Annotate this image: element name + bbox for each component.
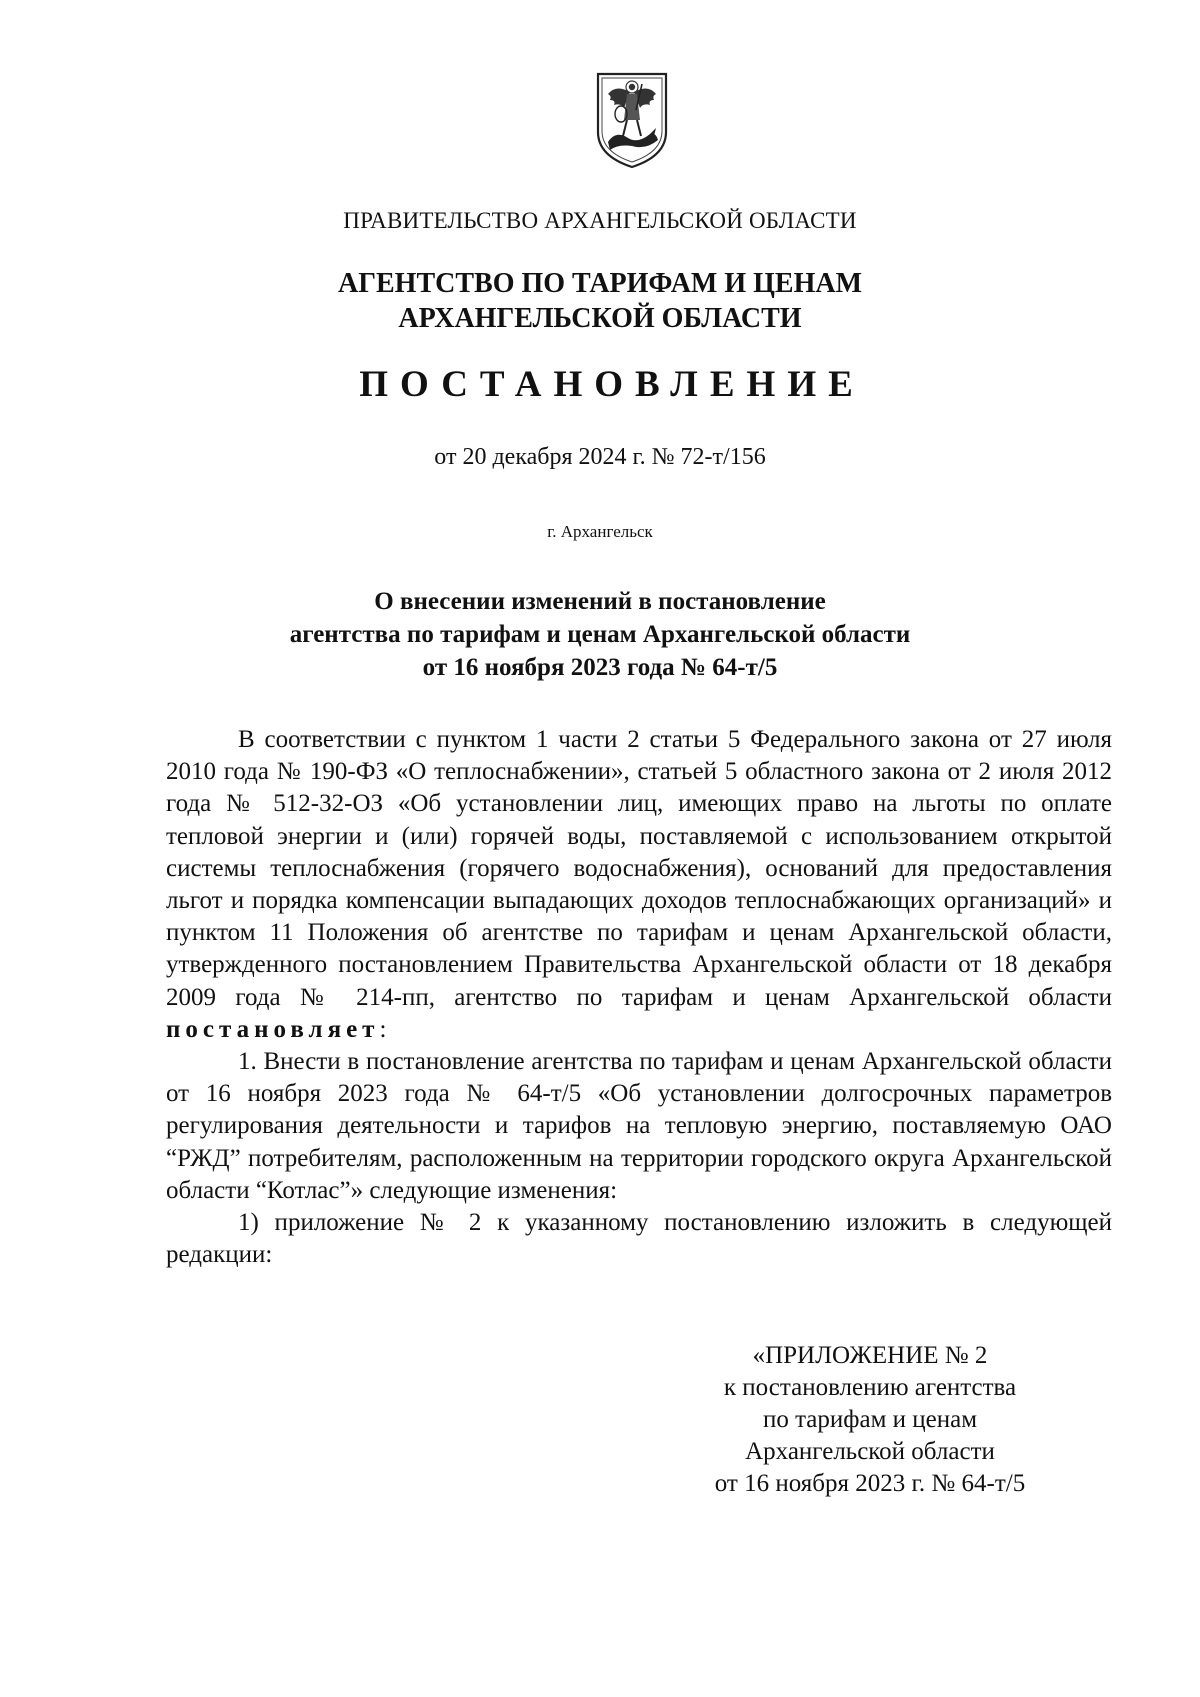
appendix-header	[680, 1340, 1060, 1500]
agency-name-line: АРХАНГЕЛЬСКОЙ ОБЛАСТИ	[398, 303, 802, 334]
appendix-line: по тарифам и ценам	[762, 1406, 978, 1433]
document-date-number: от 20 декабря 2024 г. № 72-т/156	[434, 444, 766, 470]
document-body	[166, 724, 1112, 1271]
appendix-line: «ПРИЛОЖЕНИЕ № 2	[752, 1342, 988, 1369]
resolution-keyword: постановляет	[166, 1015, 380, 1043]
appendix-line: к постановлению агентства	[723, 1374, 1017, 1401]
paragraph-text: В соответствии с пунктом 1 части 2 статьи 5 Федерального закона от 27 июля 2010 года № 190-ФЗ «О теплоснабжении», статьей 5 областного закона от 2 июля 2012 года № 512-32-ОЗ «Об установлении лиц, имеющих право на льготы по оплате тепловой энергии и (или) горячей воды, поставляемой с использованием открытой системы теплоснабжения (горячего водоснабжения), оснований для предоставления льгот и порядка компенсации выпадающих доходов теплоснабжающих организаций» и пунктом 11 Положения об агентстве по тарифам и ценам Архангельской области, утвержденного постановлением Правительства Архангельской области от 18 декабря 2009 года № 214-пп, агентство по тарифам и ценам Архангельской области	[166, 726, 1112, 1011]
body-paragraph	[166, 724, 1112, 1046]
document-city: г. Архангельск	[547, 522, 653, 541]
appendix-line: Архангельской области	[745, 1438, 995, 1465]
agency-name	[0, 266, 1200, 336]
agency-name-line: АГЕНТСТВО ПО ТАРИФАМ И ЦЕНАМ	[337, 268, 863, 299]
document-type: ПОСТАНОВЛЕНИЕ	[359, 364, 865, 405]
paragraph-punctuation: :	[379, 1015, 387, 1043]
body-paragraph: 1) приложение № 2 к указанному постановлению изложить в следующей редакции:	[166, 1209, 1112, 1269]
document-title-line: О внесении изменений в постановление	[374, 588, 826, 615]
government-name: ПРАВИТЕЛЬСТВО АРХАНГЕЛЬСКОЙ ОБЛАСТИ	[343, 208, 857, 233]
appendix-line: от 16 ноября 2023 г. № 64-т/5	[714, 1470, 1026, 1497]
coat-of-arms-icon	[594, 70, 670, 170]
document-title	[0, 585, 1200, 684]
document-title-line: от 16 ноября 2023 года № 64-т/5	[422, 654, 778, 681]
document-title-line: агентства по тарифам и ценам Архангельской области	[289, 621, 911, 648]
body-paragraph: 1. Внести в постановление агентства по тарифам и ценам Архангельской области от 16 ноября 2023 года № 64-т/5 «Об установлении долгосрочных параметров регулирования деятельности и тарифов на тепловую энергию, поставляемую ОАО “РЖД” потребителям, расположенным на территории городского округа Архангельской области “Котлас”» следующие изменения:	[166, 1048, 1112, 1204]
